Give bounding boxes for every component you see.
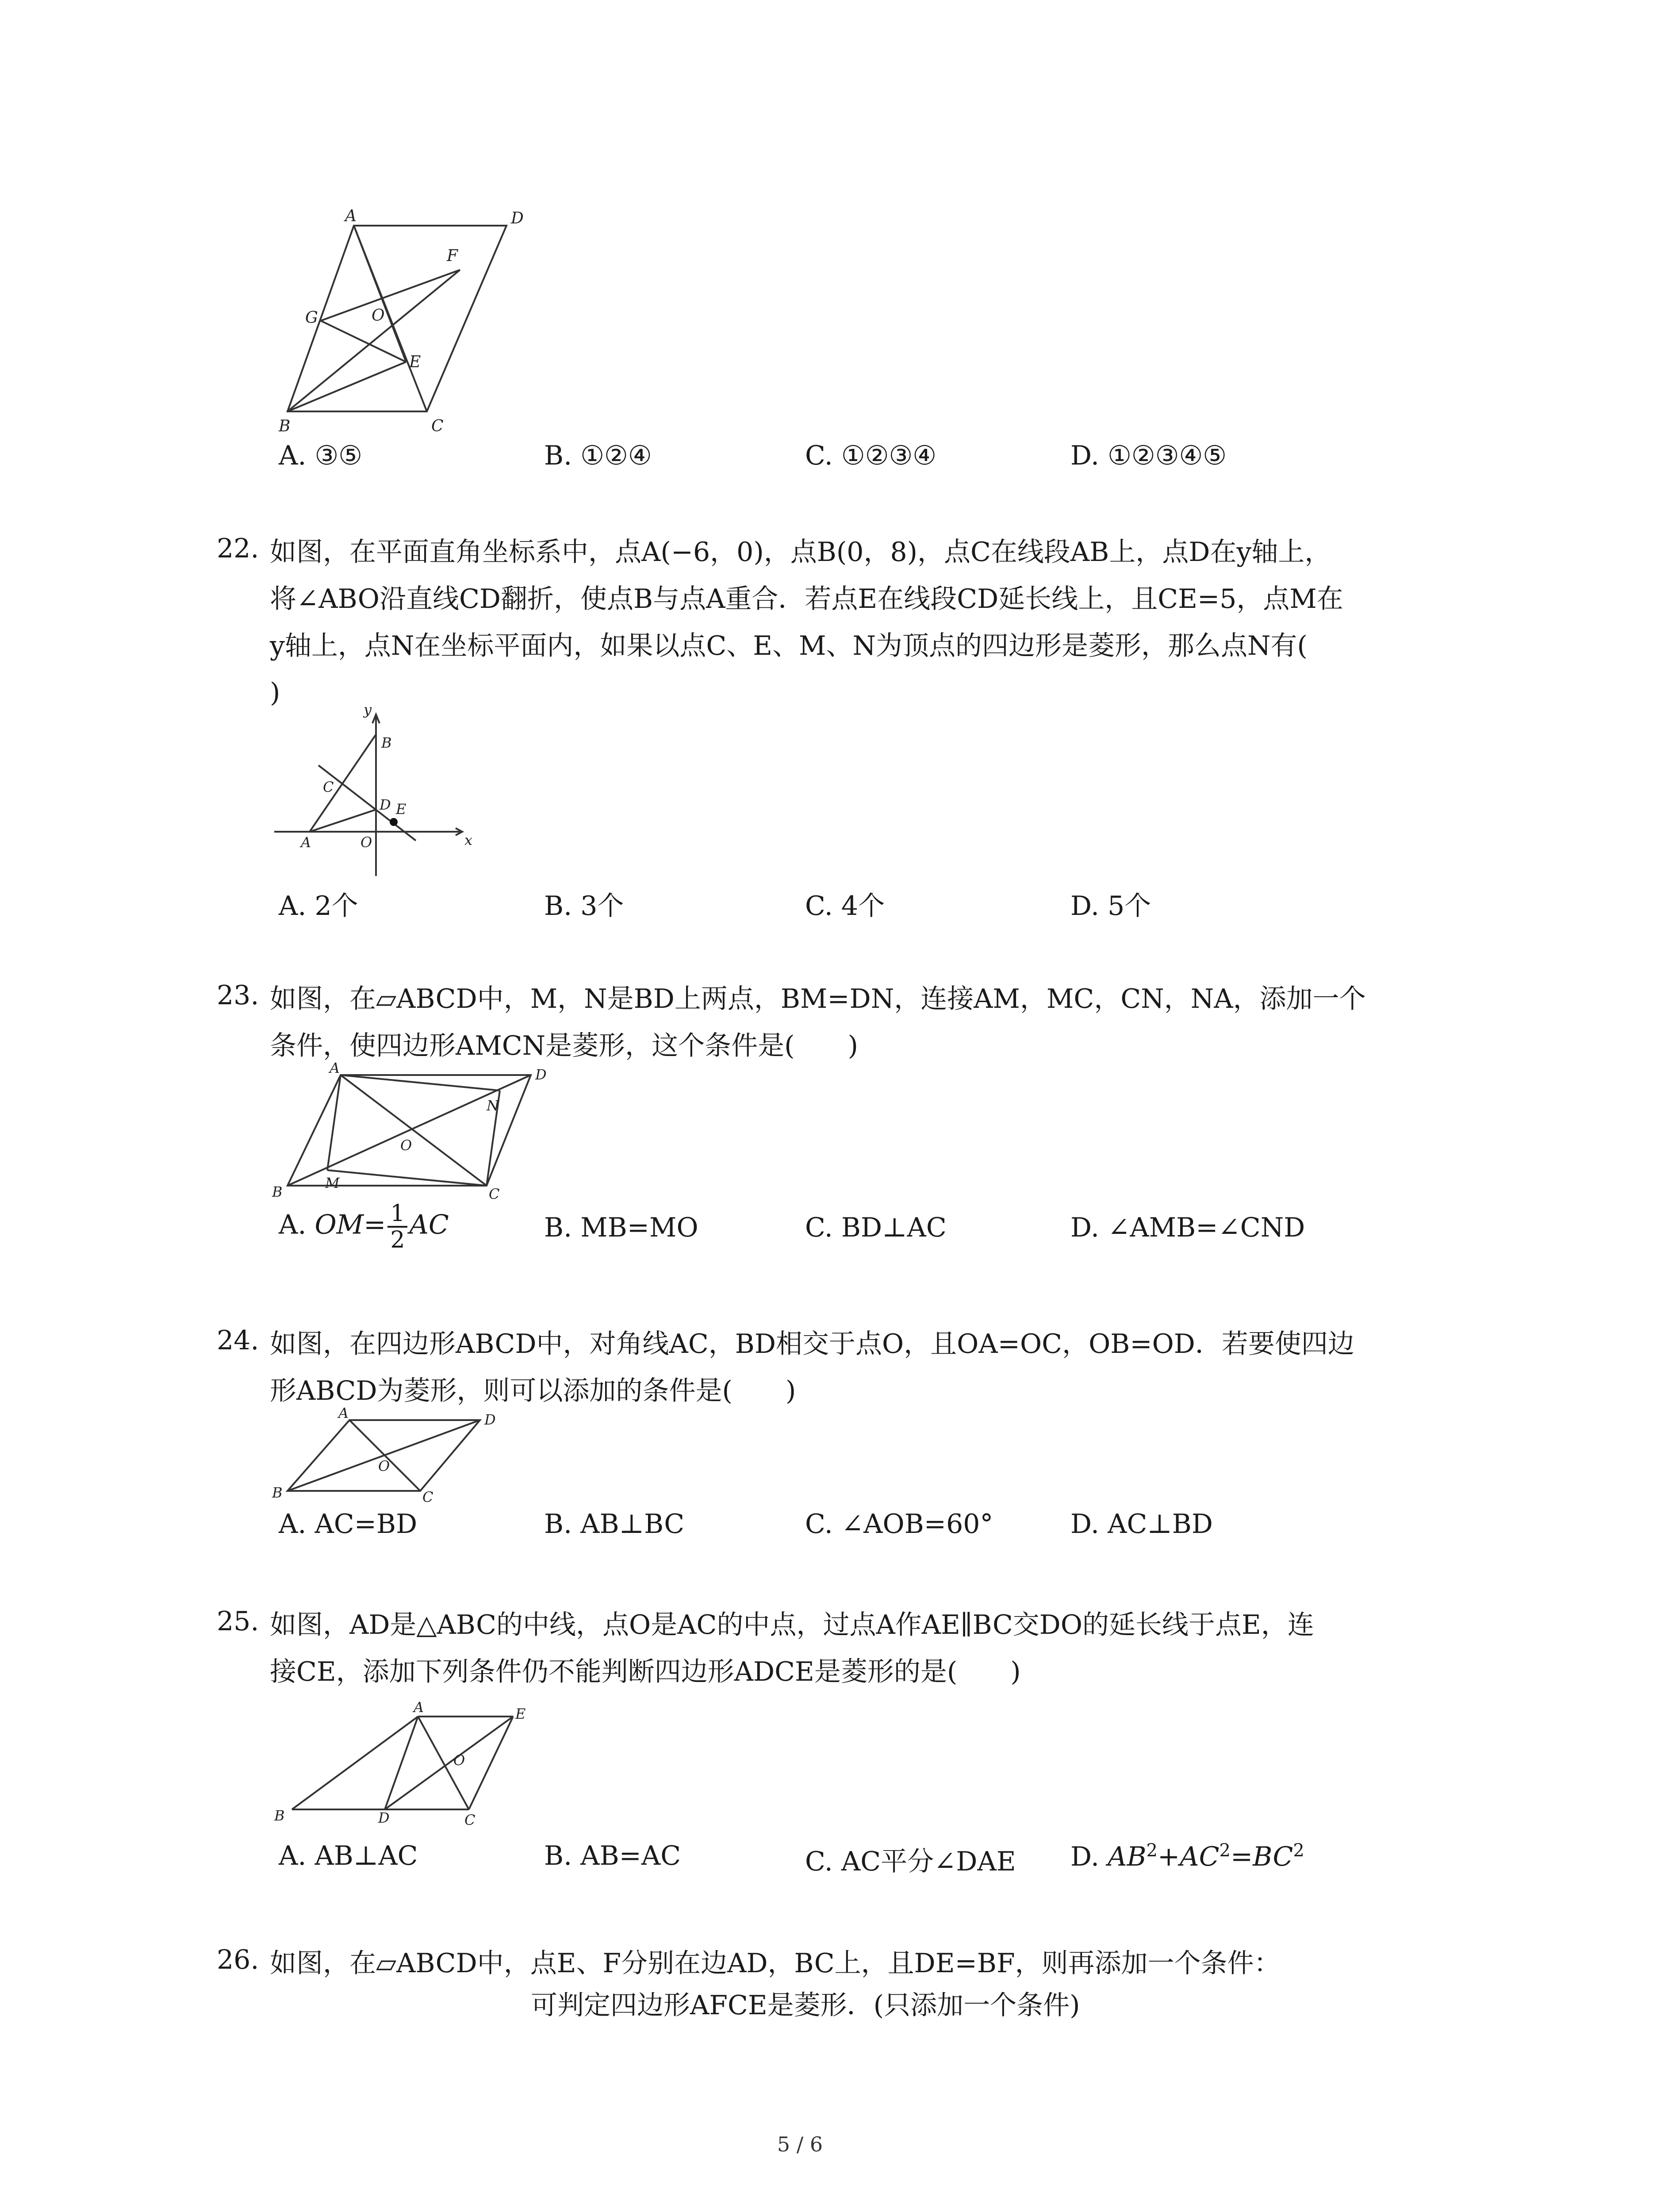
q23-option-a-rhs: AC [409, 1209, 449, 1240]
q25-line-1: 如图，AD是△ABC的中线，点O是AC的中点，过点A作AE∥BC交DO的延长线于点E，连 [270, 1609, 1314, 1640]
q22-label-a: A [301, 834, 311, 851]
q21-label-e: E [409, 353, 421, 371]
q23-label-c: C [489, 1186, 500, 1202]
q24-option-d[interactable]: D. AC⊥BD [1070, 1509, 1213, 1540]
q24-line-1: 如图，在四边形ABCD中，对角线AC，BD相交于点O，且OA=OC，OB=OD．若要使四边 [270, 1329, 1354, 1359]
q25-stem [270, 1601, 1411, 1695]
q22-label-c: C [323, 779, 334, 795]
q25-label-o: O [453, 1752, 465, 1769]
q22-option-a[interactable]: A. 2个 [279, 891, 358, 922]
q24-figure [265, 1407, 513, 1513]
q21-label-f: F [447, 247, 458, 265]
q23-label-a: A [330, 1060, 340, 1076]
q22-option-b[interactable]: B. 3个 [544, 891, 624, 922]
q24-label-c: C [422, 1489, 433, 1505]
q24-line-2: 形ABCD为菱形，则可以添加的条件是( ) [270, 1375, 796, 1406]
q22-label-b: B [381, 734, 392, 751]
q25-option-a[interactable]: A. AB⊥AC [279, 1840, 418, 1871]
q22-line-3: y轴上，点N在坐标平面内，如果以点C、E、M、N为顶点的四边形是菱形，那么点N有( [270, 630, 1308, 661]
q22-label-e: E [396, 801, 406, 818]
q22-axis-x: x [464, 832, 473, 849]
q25-option-d-sup-2: 2 [1219, 1840, 1231, 1861]
q24-option-b[interactable]: B. AB⊥BC [544, 1509, 685, 1540]
q22-label-d: D [380, 796, 391, 813]
q24-label-o: O [378, 1458, 390, 1475]
q25-option-d-prefix: D. [1070, 1841, 1108, 1872]
q21-option-a[interactable]: A. ③⑤ [279, 440, 363, 471]
q21-option-d[interactable]: D. ①②③④⑤ [1070, 440, 1227, 471]
q22-option-d[interactable]: D. 5个 [1070, 891, 1151, 922]
q22-line-2: 将∠ABO沿直线CD翻折，使点B与点A重合．若点E在线段CD延长线上，且CE=5，点M在 [270, 584, 1343, 614]
q21-option-c[interactable]: C. ①②③④ [805, 440, 937, 471]
q25-option-c[interactable]: C. AC平分∠DAE [805, 1846, 1016, 1877]
q25-option-d-ac: +AC [1158, 1841, 1219, 1872]
q23-option-d[interactable]: D. ∠AMB=∠CND [1070, 1212, 1305, 1243]
q24-stem [270, 1321, 1411, 1414]
q25-label-e: E [515, 1705, 526, 1722]
q22-line-1: 如图，在平面直角坐标系中，点A(−6，0)，点B(0，8)，点C在线段AB上，点D在y轴上， [270, 537, 1331, 568]
q24-number: 24. [217, 1325, 259, 1356]
q25-option-d[interactable] [1070, 1840, 1304, 1872]
q21-label-g: G [305, 309, 318, 327]
q23-label-b: B [272, 1183, 283, 1200]
q21-label-a: A [345, 207, 357, 225]
q22-number: 22. [217, 533, 259, 564]
q21-option-b[interactable]: B. ①②④ [544, 440, 652, 471]
q26-stem-line-1: 如图，在▱ABCD中，点E、F分别在边AD，BC上，且DE=BF，则再添加一个条件： [270, 1948, 1281, 1979]
q23-fraction-numerator: 1 [387, 1201, 407, 1228]
q23-label-m: M [325, 1175, 340, 1191]
q24-label-d: D [484, 1411, 496, 1428]
q25-label-c: C [464, 1812, 476, 1828]
q22-axis-y: y [364, 701, 372, 718]
q25-option-d-bc: =BC [1230, 1841, 1293, 1872]
q25-label-d: D [378, 1809, 390, 1826]
q23-option-a-fraction [387, 1201, 407, 1252]
q21-figure [265, 204, 540, 442]
q23-option-c[interactable]: C. BD⊥AC [805, 1212, 947, 1243]
q23-label-o: O [400, 1137, 412, 1154]
q22-option-c[interactable]: C. 4个 [805, 891, 885, 922]
q23-figure [265, 1062, 566, 1203]
q24-option-c[interactable]: C. ∠AOB=60° [805, 1509, 993, 1540]
q26-number: 26. [217, 1944, 259, 1975]
q23-fraction-denominator: 2 [390, 1227, 405, 1253]
q23-option-a-lhs: OM= [314, 1209, 386, 1240]
q25-option-d-ab: AB [1108, 1841, 1147, 1872]
q25-label-b: B [274, 1807, 285, 1824]
q23-number: 23. [217, 980, 259, 1011]
q26-stem-line-2: 可判定四边形AFCE是菱形．(只添加一个条件) [531, 1990, 1080, 2021]
q25-line-2: 接CE，添加下列条件仍不能判断四边形ADCE是菱形的是( ) [270, 1656, 1021, 1687]
q23-label-d: D [535, 1066, 547, 1083]
q22-label-o: O [360, 834, 372, 851]
q22-line-4: ) [270, 677, 280, 708]
q23-option-a-prefix: A. [279, 1209, 315, 1240]
q23-line-1: 如图，在▱ABCD中，M，N是BD上两点，BM=DN，连接AM，MC，CN，NA，添加一个 [270, 983, 1366, 1014]
q25-option-d-sup-3: 2 [1293, 1840, 1304, 1861]
q21-label-d: D [511, 209, 524, 227]
q23-line-2: 条件，使四边形AMCN是菱形，这个条件是( ) [270, 1030, 858, 1061]
q23-label-n: N [487, 1097, 499, 1114]
q25-label-a: A [414, 1699, 424, 1716]
q25-number: 25. [217, 1606, 259, 1637]
q23-option-a[interactable] [279, 1201, 449, 1252]
q24-label-a: A [338, 1405, 349, 1421]
q24-option-a[interactable]: A. AC=BD [279, 1509, 418, 1540]
q21-label-o: O [372, 307, 385, 325]
q21-label-b: B [279, 417, 291, 435]
page-number: 5 / 6 [777, 2132, 823, 2156]
q25-option-b[interactable]: B. AB=AC [544, 1840, 681, 1871]
q22-stem [270, 529, 1411, 716]
q25-figure [265, 1686, 548, 1836]
q23-option-b[interactable]: B. MB=MO [544, 1212, 698, 1243]
q24-label-b: B [272, 1484, 283, 1501]
q23-stem [270, 975, 1411, 1069]
q21-label-c: C [431, 417, 444, 435]
q22-figure [265, 701, 473, 880]
q25-option-d-sup-1: 2 [1146, 1840, 1158, 1861]
